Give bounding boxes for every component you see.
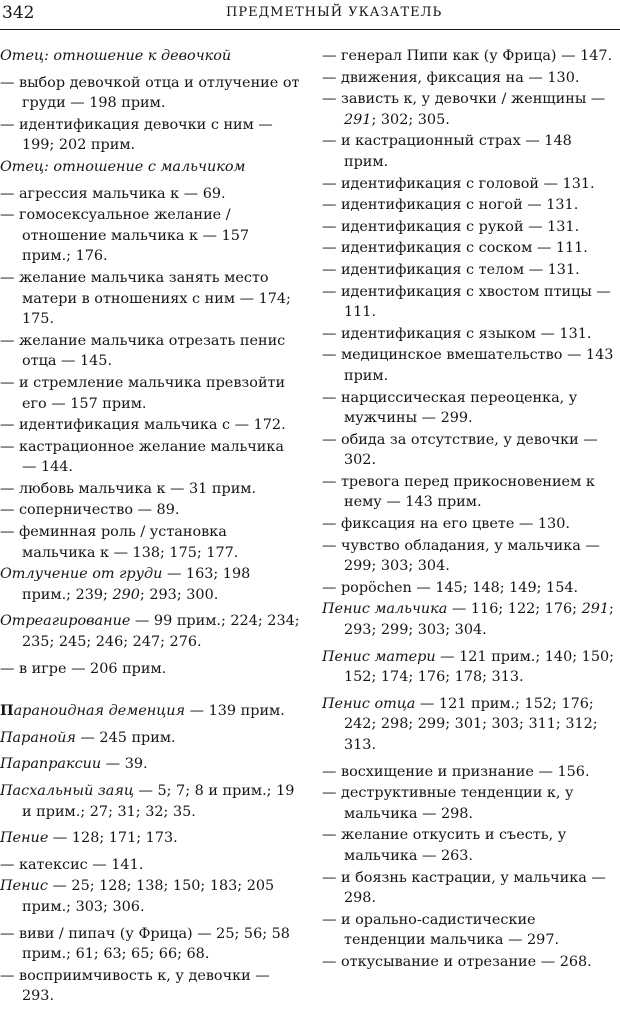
running-title: ПРЕДМЕТНЫЙ УКАЗАТЕЛЬ bbox=[226, 5, 443, 20]
entry-text: — в игре — 206 прим. bbox=[0, 660, 167, 677]
entry-text: П bbox=[0, 702, 14, 720]
index-subentry bbox=[322, 89, 620, 130]
index-subentry bbox=[322, 825, 620, 866]
entry-text: араноидная деменция bbox=[13, 703, 186, 720]
entry-text: — гомосексуальное желание / отношение мальчика к — 157 прим.; 176. bbox=[0, 207, 250, 265]
entry-text: — чувство обладания, у мальчика — 299; 303; 304. bbox=[322, 537, 600, 575]
entry-text: — восхищение и признание — 156. bbox=[322, 763, 590, 780]
entry-text: Пасхальный заяц bbox=[0, 783, 134, 799]
entry-text: — кастрационное желание мальчика — 144. bbox=[0, 438, 284, 476]
entry-text: — идентификация с ногой — 131. bbox=[322, 197, 579, 214]
index-subentry bbox=[322, 217, 620, 238]
index-subentry bbox=[0, 659, 300, 680]
index-subentry bbox=[0, 500, 300, 521]
index-subentry bbox=[0, 73, 300, 114]
entry-text: — идентификация мальчика с — 172. bbox=[0, 417, 286, 434]
entry-text: — обида за отсутствие, у девочки — 302. bbox=[322, 431, 598, 469]
entry-text: — 128; 171; 173. bbox=[48, 830, 178, 847]
index-subentry bbox=[322, 514, 620, 535]
entry-text: — 245 прим. bbox=[75, 729, 176, 746]
entry-text: — popöchen — 145; 148; 149; 154. bbox=[322, 579, 579, 596]
index-subentry bbox=[322, 536, 620, 577]
index-entry bbox=[0, 157, 300, 178]
entry-text: — восприимчивость к, у девочки — 293. bbox=[0, 967, 270, 1005]
index-entry bbox=[0, 728, 300, 749]
entry-text: — агрессия мальчика к — 69. bbox=[0, 185, 226, 202]
index-subentry bbox=[0, 924, 300, 965]
index-entry bbox=[0, 754, 300, 775]
entry-text: — 5; 7; 8 и прим.; 19 и прим.; 27; 31; 32; 35. bbox=[22, 783, 295, 820]
entry-text: — 121 прим.; 140; 150; 152; 174; 176; 178; 313. bbox=[344, 648, 614, 686]
entry-text: ; 293; 299; 303; 304. bbox=[344, 601, 614, 639]
entry-text: — 139 прим. bbox=[185, 703, 285, 720]
index-subentry bbox=[0, 115, 300, 156]
index-entry bbox=[0, 611, 300, 652]
index-subentry bbox=[0, 855, 300, 876]
index-subentry bbox=[322, 952, 620, 973]
entry-text: — и стремление мальчика превзойти его — 157 прим. bbox=[0, 374, 286, 412]
entry-text: Пенис матери bbox=[322, 648, 436, 665]
entry-text: 291 bbox=[581, 601, 610, 618]
entry-text: — желание мальчика занять место матери в отношениях с ним — 174; 175. bbox=[0, 269, 291, 328]
entry-text: — катексис — 141. bbox=[0, 856, 144, 873]
entry-text: Пенис bbox=[0, 878, 48, 895]
index-subentry bbox=[0, 437, 300, 478]
entry-text: — нарциссическая переоценка, у мужчины — 299. bbox=[322, 389, 578, 427]
index-entry bbox=[322, 647, 620, 688]
index-subentry bbox=[322, 174, 620, 195]
index-subentry bbox=[322, 260, 620, 281]
entry-text: — идентификация с телом — 131. bbox=[322, 261, 580, 278]
entry-text: — медицинское вмешательство — 143 прим. bbox=[322, 347, 614, 384]
entry-text: 291 bbox=[344, 111, 372, 128]
index-subentry bbox=[0, 184, 300, 205]
index-entry bbox=[322, 694, 620, 756]
entry-text: — виви / пипач (у Фрица) — 25; 56; 58 прим.; 61; 63; 65; 66; 68. bbox=[0, 925, 290, 963]
entry-text: — 25; 128; 138; 150; 183; 205 прим.; 303; 306. bbox=[22, 878, 275, 915]
entry-text: ; 302; 305. bbox=[371, 111, 450, 128]
index-subentry bbox=[322, 68, 620, 89]
entry-text: — идентификация с хвостом птицы — 111. bbox=[322, 283, 611, 321]
index-subentry bbox=[322, 430, 620, 471]
index-column-left bbox=[0, 46, 300, 1008]
entry-text: — любовь мальчика к — 31 прим. bbox=[0, 480, 257, 497]
index-subentry bbox=[322, 282, 620, 323]
index-subentry bbox=[322, 910, 620, 951]
index-subentry bbox=[322, 472, 620, 513]
entry-text: ; 293; 300. bbox=[139, 586, 219, 603]
index-subentry bbox=[322, 388, 620, 429]
index-entry bbox=[0, 876, 300, 917]
index-subentry bbox=[0, 415, 300, 436]
entry-text: — генерал Пипи как (у Фрица) — 147. bbox=[322, 48, 613, 64]
header-rule bbox=[0, 29, 620, 30]
entry-text: — движения, фиксация на — 130. bbox=[322, 69, 580, 86]
entry-text: — идентификация с соском — 111. bbox=[322, 240, 588, 257]
entry-text: 290 bbox=[112, 586, 140, 603]
entry-text: — тревога перед прикосновением к нему — 143 прим. bbox=[322, 473, 595, 511]
index-subentry bbox=[0, 373, 300, 414]
entry-text: — деструктивные тенденции к, у мальчика — 298. bbox=[322, 785, 574, 822]
entry-text: Отец: отношение к девочкой bbox=[0, 48, 232, 64]
index-subentry bbox=[322, 131, 620, 172]
entry-text: — зависть к, у девочки / женщины — bbox=[322, 91, 606, 108]
entry-text: — идентификация с рукой — 131. bbox=[322, 218, 580, 235]
entry-text: — фиксация на его цвете — 130. bbox=[322, 516, 570, 533]
entry-text: — желание мальчика отрезать пенис отца — 145. bbox=[0, 332, 286, 370]
entry-text: — соперничество — 89. bbox=[0, 502, 180, 519]
page-number: 342 bbox=[2, 3, 35, 23]
index-subentry bbox=[322, 783, 620, 824]
index-entry bbox=[0, 46, 300, 67]
index-subentry bbox=[322, 578, 620, 599]
entry-text: — 39. bbox=[101, 756, 148, 773]
index-subentry bbox=[322, 195, 620, 216]
index-subentry bbox=[322, 46, 620, 67]
entry-text: Отлучение от груди bbox=[0, 566, 163, 583]
index-column-right bbox=[322, 46, 620, 974]
entry-text: — идентификация девочки с ним — 199; 202 прим. bbox=[0, 116, 273, 154]
entry-text: Пение bbox=[0, 830, 49, 847]
entry-text: — и боязнь кастрации, у мальчика — 298. bbox=[322, 869, 606, 907]
index-subentry bbox=[0, 479, 300, 500]
index-subentry bbox=[0, 268, 300, 330]
entry-text: — 163; 198 прим.; 239; bbox=[22, 566, 251, 603]
entry-text: Отец: отношение с мальчиком bbox=[0, 158, 246, 175]
index-subentry bbox=[0, 966, 300, 1007]
index-subentry bbox=[322, 868, 620, 909]
index-subentry bbox=[322, 762, 620, 783]
entry-text: Отреагирование bbox=[0, 613, 131, 630]
entry-text: — 121 прим.; 152; 176; 242; 298; 299; 301; 303; 311; 312; 313. bbox=[344, 695, 598, 753]
entry-text: — откусывание и отрезание — 268. bbox=[322, 953, 592, 970]
index-subentry bbox=[322, 324, 620, 345]
index-subentry bbox=[322, 345, 620, 386]
entry-text: — 116; 122; 176; bbox=[447, 601, 582, 618]
entry-text: — выбор девочкой отца и отлучение от груди — 198 прим. bbox=[0, 74, 300, 112]
index-entry bbox=[0, 701, 300, 722]
index-entry bbox=[0, 828, 300, 849]
index-subentry bbox=[0, 205, 300, 267]
index-entry bbox=[322, 599, 620, 640]
index-entry bbox=[0, 564, 300, 605]
entry-text: — 99 прим.; 224; 234; 235; 245; 246; 247; 276. bbox=[22, 613, 300, 651]
index-entry bbox=[0, 781, 300, 822]
entry-text: — и орально-садистические тенденции мальчика — 297. bbox=[322, 911, 560, 949]
entry-text: — желание откусить и съесть, у мальчика — 263. bbox=[322, 827, 567, 864]
entry-text: — и кастрационный страх — 148 прим. bbox=[322, 133, 572, 170]
page-header bbox=[0, 0, 620, 36]
entry-text: Пенис отца bbox=[322, 695, 416, 712]
index-subentry bbox=[0, 522, 300, 563]
entry-text: Паранойя bbox=[0, 729, 76, 746]
index-subentry bbox=[0, 331, 300, 372]
entry-text: Парапраксии bbox=[0, 756, 102, 773]
entry-text: — феминная роль / установка мальчика к — 138; 175; 177. bbox=[0, 524, 239, 561]
index-subentry bbox=[322, 238, 620, 259]
entry-text: — идентификация с головой — 131. bbox=[322, 175, 595, 192]
entry-text: — идентификация с языком — 131. bbox=[322, 325, 592, 342]
entry-text: Пенис мальчика bbox=[322, 601, 448, 618]
